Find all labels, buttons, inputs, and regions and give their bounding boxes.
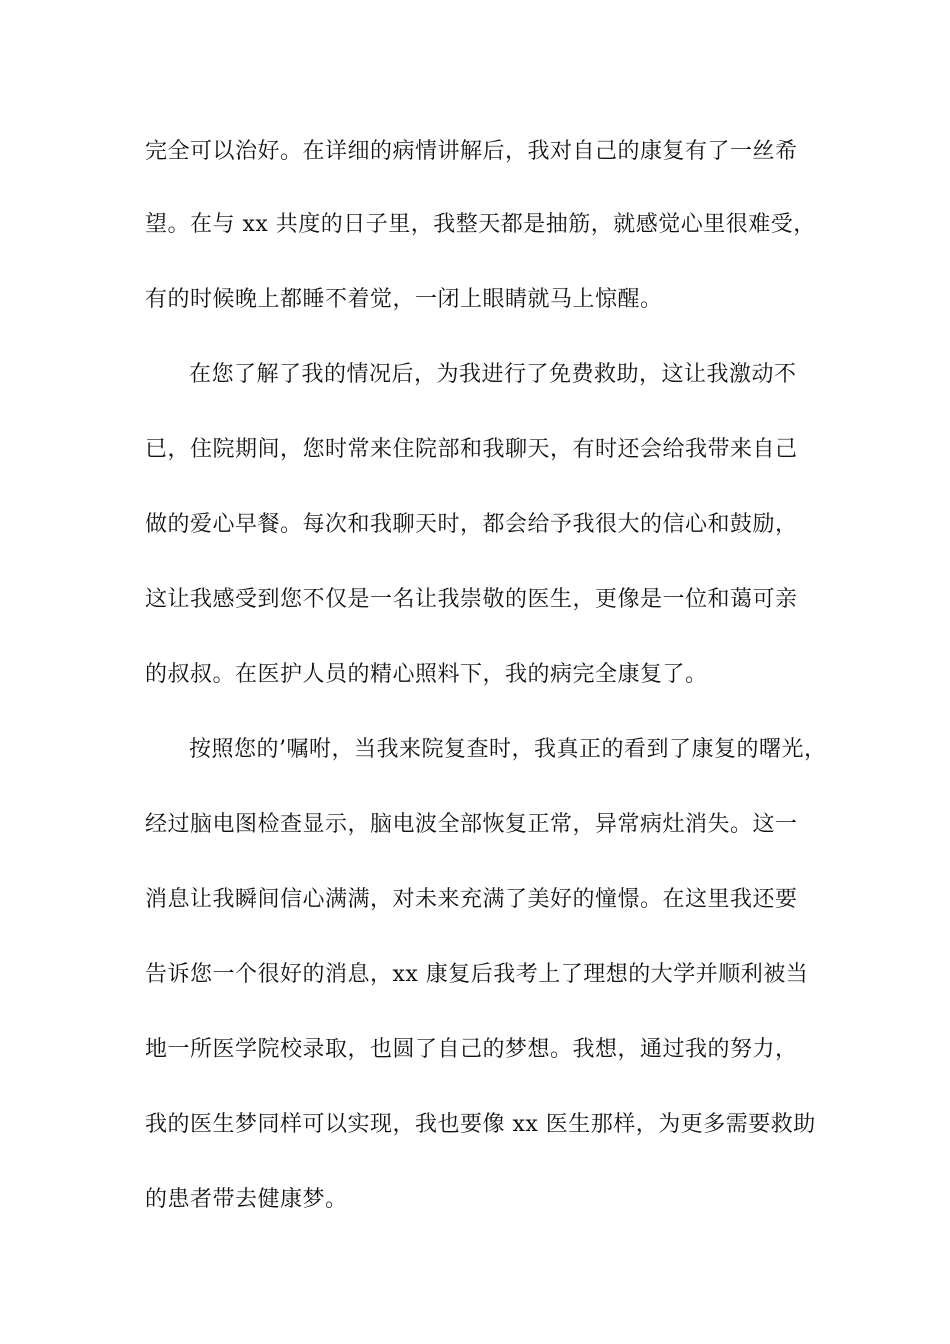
paragraph-2-line-1: 在您了解了我的情况后，为我进行了免费救助，这让我激动不: [189, 362, 797, 387]
text-line-6: 做的爱心早餐。每次和我聊天时，都会给予我很大的信心和鼓励，: [145, 512, 798, 537]
text-line-5: 已，住院期间，您时常来住院部和我聊天，有时还会给我带来自己: [145, 437, 798, 462]
text-line-7: 这让我感受到您不仅是一名让我崇敬的医生，更像是一位和蔼可亲: [145, 587, 798, 612]
paragraph-3-line-1: 按照您的’嘱咐，当我来院复查时，我真正的看到了康复的曙光，: [189, 737, 827, 762]
text-line-1: 完全可以治好。在详细的病情讲解后，我对自己的康复有了一丝希: [145, 139, 798, 164]
text-line-3: 有的时候晚上都睡不着觉，一闭上眼睛就马上惊醒。: [145, 287, 663, 312]
text-line-14: 我的医生梦同样可以实现，我也要像 xx 医生那样，为更多需要救助: [145, 1112, 816, 1137]
text-line-12: 告诉您一个很好的消息，xx 康复后我考上了理想的大学并顺利被当: [145, 962, 809, 987]
text-line-11: 消息让我瞬间信心满满，对未来充满了美好的憧憬。在这里我还要: [145, 887, 798, 912]
text-line-8: 的叔叔。在医护人员的精心照料下，我的病完全康复了。: [145, 662, 708, 687]
text-line-2: 望。在与 xx 共度的日子里，我整天都是抽筋，就感觉心里很难受，: [145, 212, 816, 237]
text-line-15: 的患者带去健康梦。: [145, 1187, 348, 1212]
text-line-13: 地一所医学院校录取，也圆了自己的梦想。我想，通过我的努力，: [145, 1037, 798, 1062]
text-line-10: 经过脑电图检查显示，脑电波全部恢复正常，异常病灶消失。这一: [145, 812, 798, 837]
